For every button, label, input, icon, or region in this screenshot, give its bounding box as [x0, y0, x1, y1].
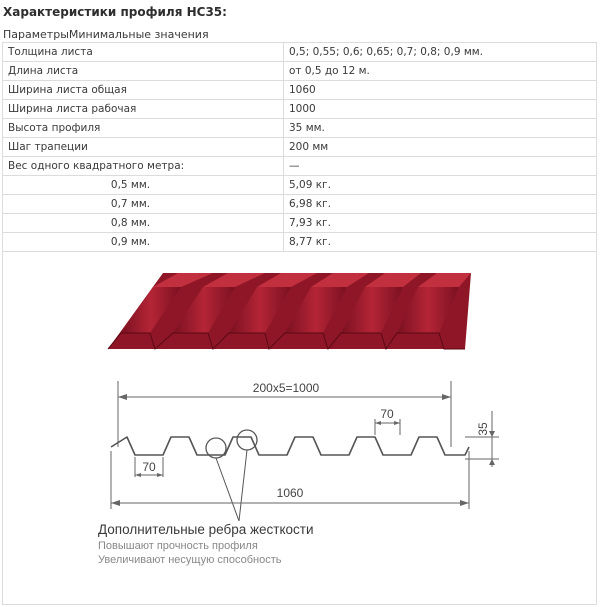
- thickness-text: 0,9 мм.: [110, 236, 151, 248]
- param-cell: Вес одного квадратного метра:: [3, 157, 284, 176]
- param-cell: Ширина листа общая: [3, 81, 284, 100]
- param-cell: Шаг трапеции: [3, 138, 284, 157]
- profile-figure: [2, 251, 597, 605]
- weight-row: [3, 176, 597, 195]
- value-cell: 200 мм: [284, 138, 597, 157]
- table-caption: ПараметрыМинимальные значения: [3, 28, 209, 41]
- value-cell: 1060: [284, 81, 597, 100]
- thickness-text: 0,7 мм.: [110, 198, 151, 210]
- param-cell: Высота профиля: [3, 119, 284, 138]
- page-title: Характеристики профиля НС35:: [3, 5, 227, 19]
- dimension-top-70: [375, 407, 400, 435]
- dimension-total: [111, 451, 469, 509]
- weight-cell: 8,77 кг.: [284, 233, 597, 252]
- table-row: [3, 157, 597, 176]
- rib-line-1: Повышают прочность профиля: [98, 540, 258, 552]
- param-cell: Толщина листа: [3, 43, 284, 62]
- rib-circle: [237, 430, 257, 450]
- param-cell: Ширина листа рабочая: [3, 100, 284, 119]
- thickness-text: 0,8 мм.: [110, 217, 151, 229]
- table-row: [3, 119, 597, 138]
- value-cell: —: [284, 157, 597, 176]
- thickness-text: 0,5 мм.: [110, 179, 151, 191]
- weight-cell: 7,93 кг.: [284, 214, 597, 233]
- weight-row: [3, 195, 597, 214]
- rib-line-2: Увеличивают несущую способность: [98, 554, 282, 566]
- value-cell: 1000: [284, 100, 597, 119]
- table-row: [3, 43, 597, 62]
- thickness-cell: [3, 214, 284, 233]
- dimension-working: [118, 381, 451, 447]
- dim-bottom-label: 70: [142, 460, 156, 474]
- rib-title: Дополнительные ребра жесткости: [98, 522, 314, 537]
- param-cell: Длина листа: [3, 62, 284, 81]
- dimension-bottom-70: [135, 457, 163, 477]
- weight-row: [3, 214, 597, 233]
- weight-row: [3, 233, 597, 252]
- profile-section: [111, 430, 469, 521]
- table-row: [3, 62, 597, 81]
- spec-table: [2, 42, 597, 252]
- dim-height-label: 35: [476, 422, 490, 436]
- sheet-3d: [108, 273, 471, 349]
- weight-cell: 5,09 кг.: [284, 176, 597, 195]
- value-cell: от 0,5 до 12 м.: [284, 62, 597, 81]
- thickness-cell: [3, 233, 284, 252]
- table-row: [3, 81, 597, 100]
- value-cell: 0,5; 0,55; 0,6; 0,65; 0,7; 0,8; 0,9 мм.: [284, 43, 597, 62]
- thickness-cell: [3, 195, 284, 214]
- profile-illustration: [3, 251, 598, 605]
- dimension-height: [465, 411, 499, 467]
- dim-total-label: 1060: [276, 486, 304, 500]
- dim-top-label: 70: [380, 407, 394, 421]
- table-row: [3, 100, 597, 119]
- dim-working-label: 200x5=1000: [252, 381, 320, 395]
- value-cell: 35 мм.: [284, 119, 597, 138]
- weight-cell: 6,98 кг.: [284, 195, 597, 214]
- thickness-cell: [3, 176, 284, 195]
- table-row: [3, 138, 597, 157]
